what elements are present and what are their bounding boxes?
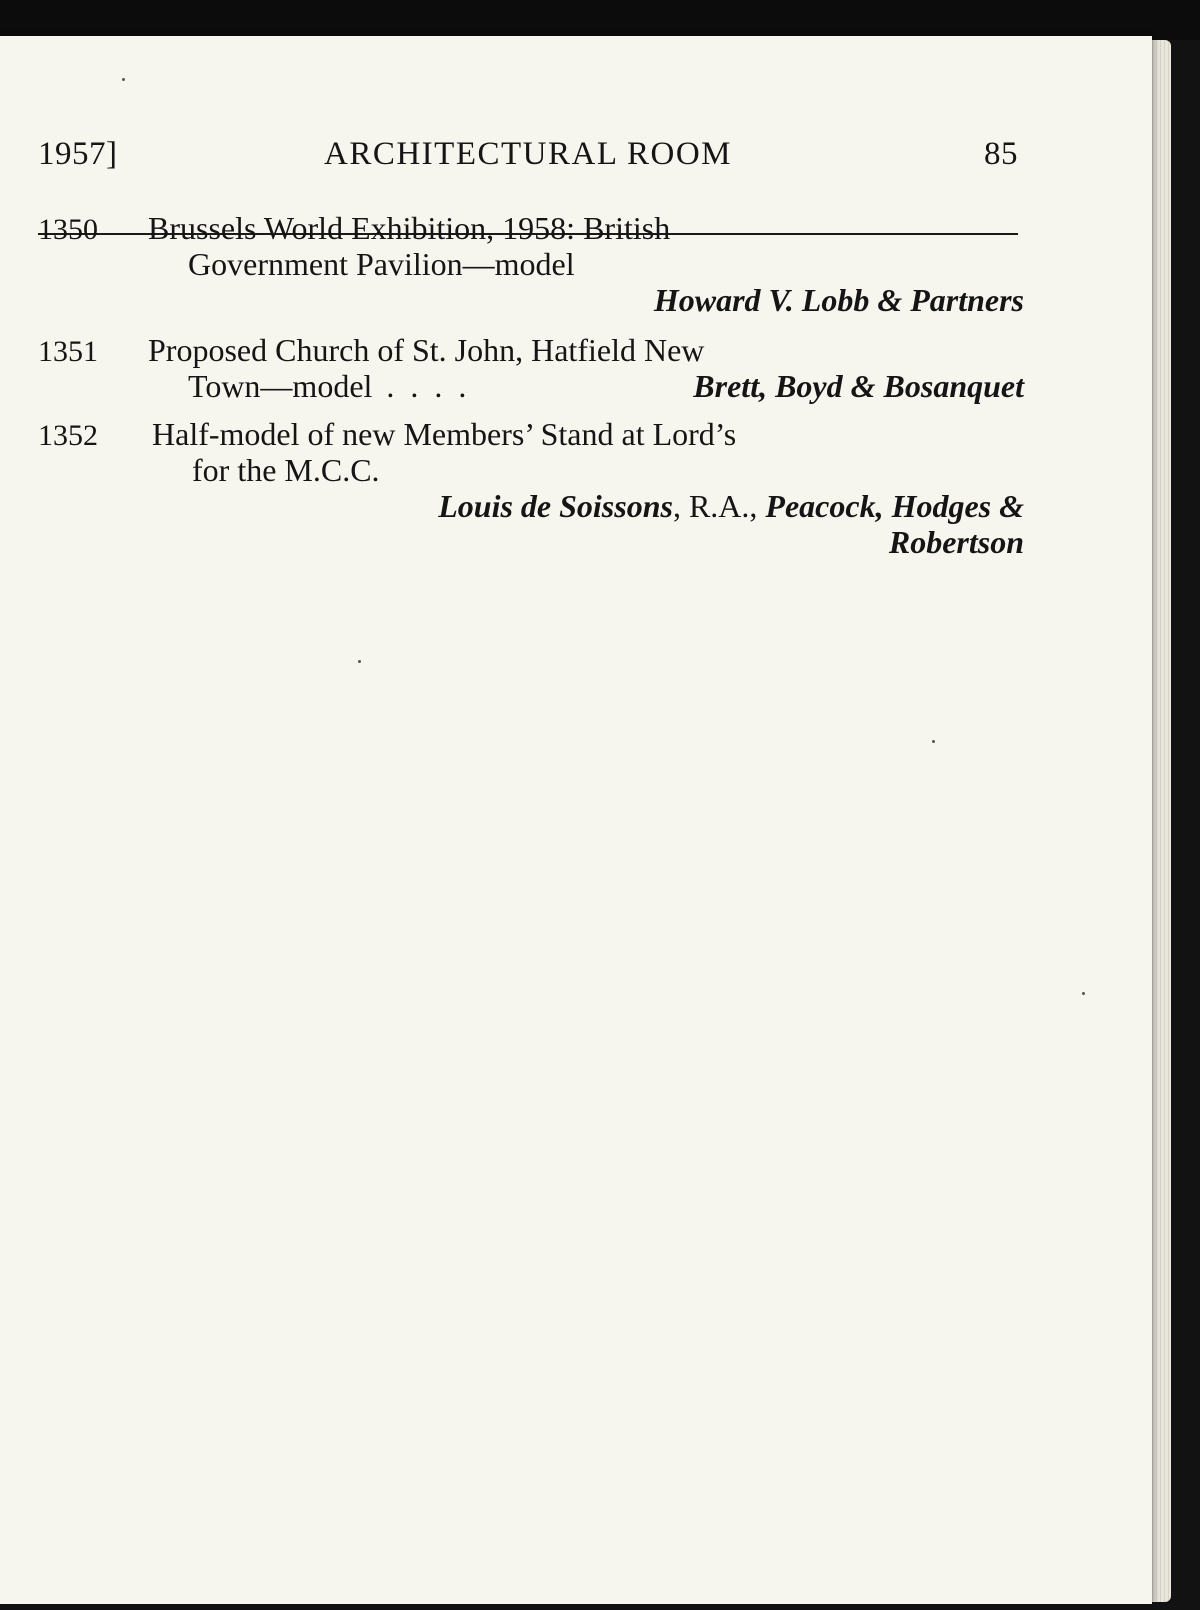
entry-title-line: Proposed Church of St. John, Hatfield New	[148, 332, 705, 368]
entry-credit: Robertson	[888, 524, 1024, 560]
page-title: ARCHITECTURAL ROOM	[323, 136, 733, 172]
entry-credit	[438, 488, 1024, 524]
entry-title-line: Brussels World Exhibition, 1958: British	[148, 210, 671, 246]
paper-speck	[358, 660, 361, 663]
entry-title-line: Government Pavilion—model	[188, 246, 575, 282]
book-page	[0, 36, 1152, 1604]
entry-number: 1350	[38, 213, 98, 246]
entry-title-line	[188, 368, 484, 404]
page-number: 85	[984, 136, 1018, 172]
paper-speck	[122, 78, 125, 81]
credit-part: Louis de Soissons	[438, 488, 673, 524]
scan-background	[0, 0, 1200, 40]
paper-speck	[932, 740, 935, 743]
running-head	[38, 136, 1018, 180]
paper-speck	[1082, 992, 1085, 995]
entry-credit: Howard V. Lobb & Partners	[653, 282, 1024, 318]
dot-leader: . . . .	[386, 368, 471, 404]
credit-part: Peacock, Hodges &	[765, 488, 1024, 524]
entry-title-line: for the M.C.C.	[192, 452, 380, 488]
entry-number: 1351	[38, 335, 98, 368]
header-year: 1957]	[38, 136, 118, 172]
entry-title-line: Half-model of new Members’ Stand at Lord’s	[152, 416, 737, 452]
credit-part: , R.A.,	[672, 488, 766, 524]
entry-number: 1352	[38, 419, 98, 452]
entry-title-text: Town—model	[188, 368, 373, 404]
entry-credit: Brett, Boyd & Bosanquet	[693, 368, 1024, 404]
